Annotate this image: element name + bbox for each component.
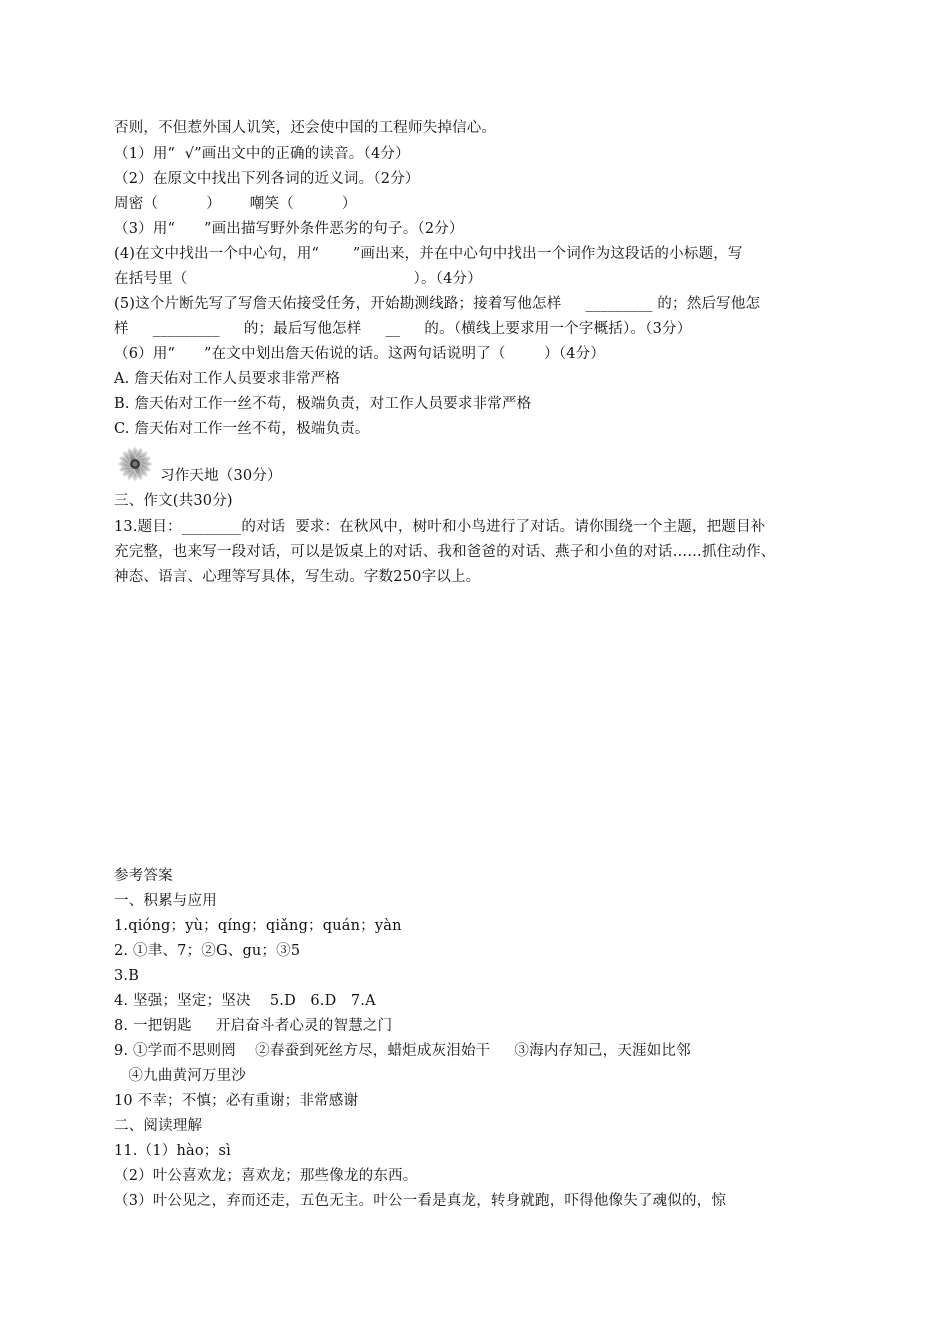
- writing-prompt-line-2: 充完整，也来写一段对话，可以是饭桌上的对话、我和爸爸的对话、燕子和小鱼的对话……抓住动作、: [114, 544, 776, 560]
- writing-prompt-line-1: 13.题目：________的对话 要求：在秋风中，树叶和小鸟进行了对话。请你围绕一个主题，把题目补: [114, 519, 766, 535]
- option-b: B. 詹天佑对工作一丝不苟，极端负责，对工作人员要求非常严格: [114, 396, 532, 412]
- flower-icon: [114, 443, 156, 485]
- answer-line: 8. 一把钥匙 开启奋斗者心灵的智慧之门: [114, 1018, 393, 1034]
- question-4-line-1: (4)在文中找出一个中心句，用“ ”画出来，并在中心句中找出一个词作为这段话的小标题，写: [114, 246, 743, 262]
- writing-section-title: 三、作文(共30分): [114, 493, 233, 509]
- answer-line: 2. ①聿、7；②G、gu；③5: [114, 943, 301, 959]
- reading-answer-line: （2）叶公喜欢龙；喜欢龙；那些像龙的东西。: [114, 1168, 418, 1184]
- answer-line: 1.qióng；yù；qíng；qiǎng；quán；yàn: [114, 918, 402, 934]
- answers-part-1-title: 一、积累与应用: [114, 893, 217, 909]
- reading-answer-line: 11.（1）hào；sì: [114, 1143, 231, 1159]
- answer-line: 3.B: [114, 968, 140, 984]
- question-2-words: 周密（ ） 嘲笑（ ）: [114, 196, 357, 212]
- question-1: （1）用“ √”画出文中的正确的读音。（4分）: [114, 146, 410, 162]
- answer-line: 9. ①学而不思则罔 ②春蚕到死丝方尽，蜡炬成灰泪始干 ③海内存知己，天涯如比邻: [114, 1043, 691, 1059]
- question-5-line-2: 样 _________ 的；最后写他怎样 __ 的。（横线上要求用一个字概括）。（3分）: [114, 321, 692, 337]
- question-6: （6）用“ ”在文中划出詹天佑说的话。这两句话说明了（ ）（4分）: [114, 346, 606, 362]
- answer-line: 4. 坚强；坚定；坚决 5.D 6.D 7.A: [114, 993, 376, 1009]
- writing-badge-title: 习作天地（30分）: [160, 468, 282, 484]
- question-3: （3）用“ ”画出描写野外条件恶劣的句子。（2分）: [114, 221, 464, 237]
- writing-prompt-line-3: 神态、语言、心理等写具体，写生动。字数250字以上。: [114, 569, 481, 585]
- reading-answer-line: （3）叶公见之，弃而还走，五色无主。叶公一看是真龙，转身就跑，吓得他像失了魂似的，惊: [114, 1193, 727, 1209]
- answers-part-2-title: 二、阅读理解: [114, 1118, 203, 1134]
- question-4-line-2: 在括号里（ ）。（4分）: [114, 271, 482, 287]
- question-2: （2）在原文中找出下列各词的近义词。（2分）: [114, 171, 420, 187]
- answer-line: ④九曲黄河万里沙: [114, 1068, 247, 1084]
- answer-line: 10 不幸；不慎；必有重谢；非常感谢: [114, 1093, 359, 1109]
- answers-title: 参考答案: [114, 868, 173, 884]
- question-5-line-1: (5)这个片断先写了写詹天佑接受任务，开始勘测线路；接着写他怎样 _________ 的；然后写他怎: [114, 296, 761, 312]
- option-a: A. 詹天佑对工作人员要求非常严格: [114, 371, 341, 387]
- option-c: C. 詹天佑对工作一丝不苟，极端负责。: [114, 421, 370, 437]
- intro-line: 否则，不但惹外国人讥笑，还会使中国的工程师失掉信心。: [114, 120, 497, 136]
